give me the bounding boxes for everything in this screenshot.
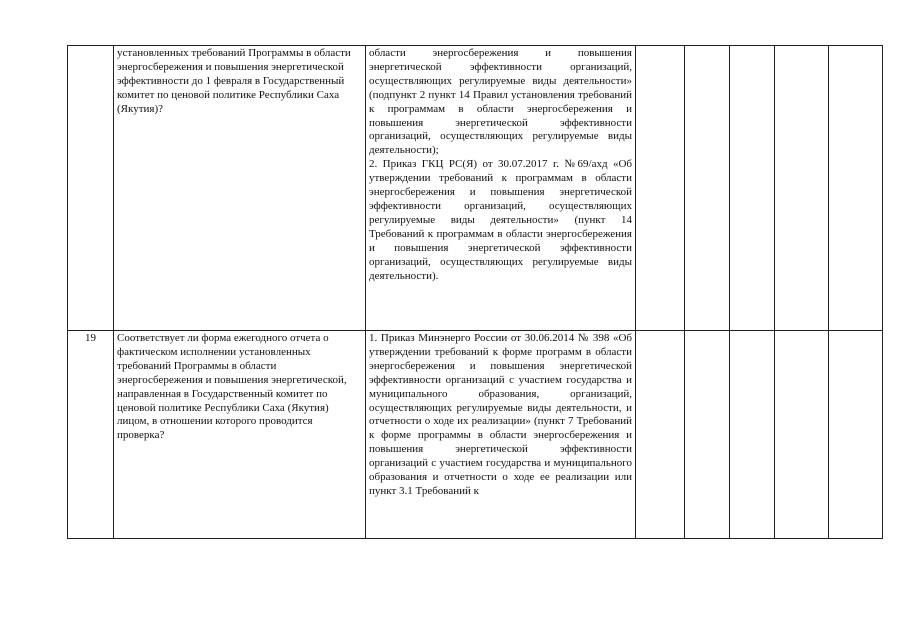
empty-cell (829, 46, 883, 331)
question-cell: Соответствует ли форма ежегодного отчета о фактическом исполнении установленных требований Программы в области энергосбережения и повышения энергетической, направленная в Государственный комитет по ценовой политике Республики Саха (Якутия) лицом, в отношении которого проводится проверка? (114, 331, 366, 539)
empty-cell (636, 331, 685, 539)
question-cell: установленных требований Программы в области энергосбережения и повышения энергетической эффективности до 1 февраля в Государственный комитет по ценовой политике Республики Саха (Якутия)? (114, 46, 366, 331)
empty-cell (829, 331, 883, 539)
reference-paragraph: 2. Приказ ГКЦ РС(Я) от 30.07.2017 г. №69/ахд «Об утверждении требований к программам в области энергосбережения и повышения энергетической эффективности организаций, осуществляющих регулируемые виды деятельности» (пункт 14 Требований к программам в области энергосбережения и повышения энергетической эффективности организаций, осуществляющих регулируемые виды деятельности). (369, 158, 632, 282)
references-cell (366, 331, 636, 539)
empty-cell (685, 331, 730, 539)
row-number-cell: 19 (68, 331, 114, 539)
table-row (68, 46, 883, 331)
empty-cell (775, 331, 829, 539)
empty-cell (685, 46, 730, 331)
row-number-cell (68, 46, 114, 331)
checklist-table (67, 45, 883, 539)
table-row (68, 331, 883, 539)
empty-cell (730, 46, 775, 331)
reference-paragraph: 1. Приказ Минэнерго России от 30.06.2014 № 398 «Об утверждении требований к форме программ в области энергосбережения и повышения энергетической эффективности организаций с участием государства и муниципального образования, организаций, осуществляющих регулируемые виды деятельности, и отчетности о ходе их реализации» (пункт 7 Требований к форме программы в области энергосбережения и повышения энергетической эффективности организаций с участием государства и муниципального образования и отчетности о ходе ее реализации или пункт 3.1 Требований к (369, 332, 632, 497)
empty-cell (730, 331, 775, 539)
references-cell (366, 46, 636, 331)
empty-cell (775, 46, 829, 331)
empty-cell (636, 46, 685, 331)
reference-paragraph: области энергосбережения и повышения энергетической эффективности организаций, осуществляющих регулируемые виды деятельности» (подпункт 2 пункт 14 Правил установления требований к программам в области энергосбережения и повышения энергетической эффективности организаций, осуществляющих регулируемые виды деятельности); (369, 47, 632, 157)
